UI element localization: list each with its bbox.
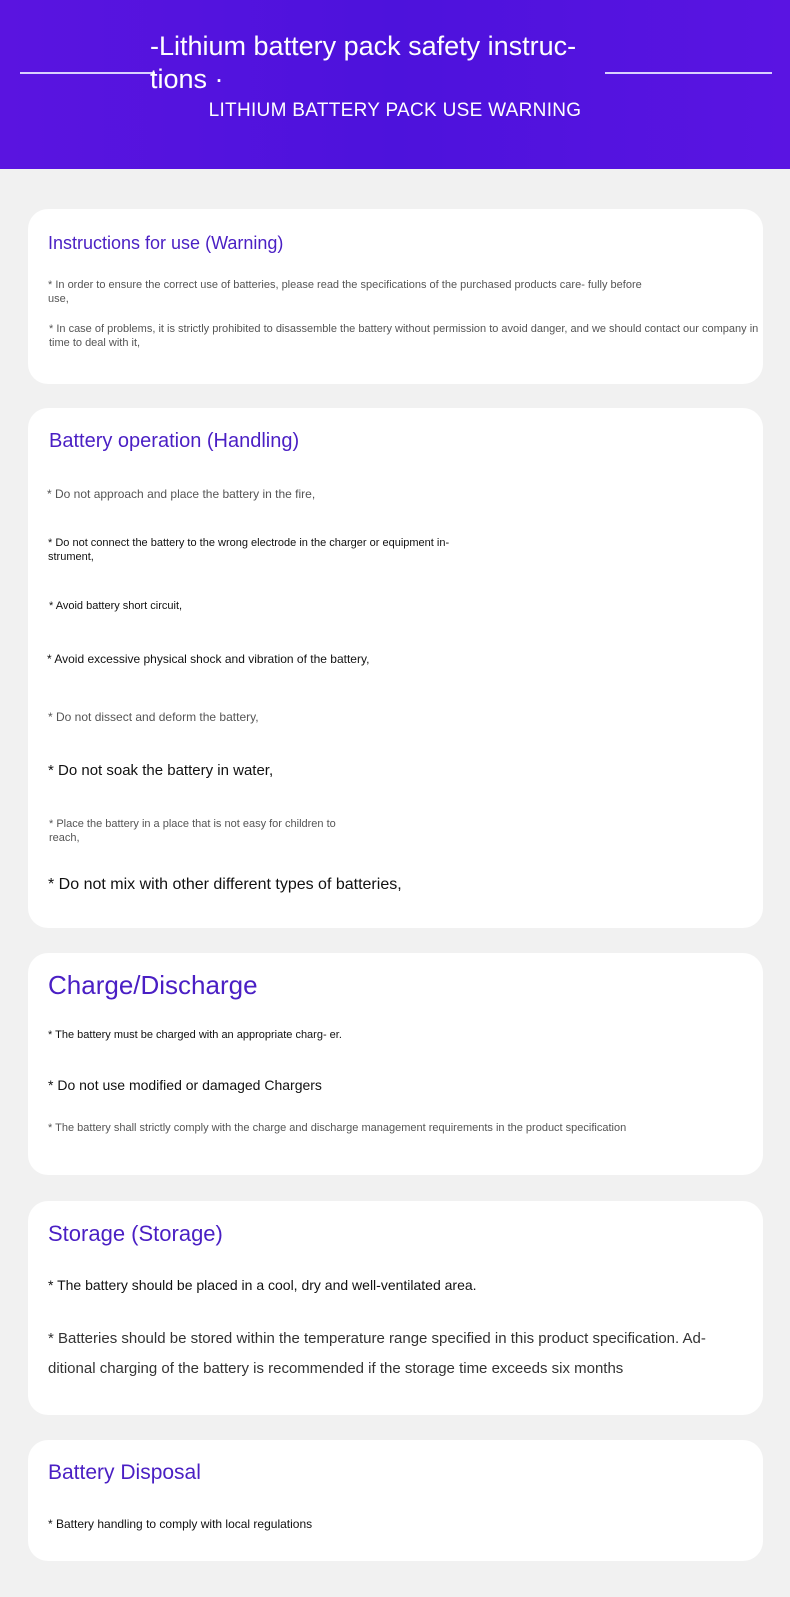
section-title: Battery operation (Handling) <box>49 430 300 452</box>
section-title: Instructions for use (Warning) <box>48 233 284 253</box>
section-title: Charge/Discharge <box>48 970 258 1000</box>
header-rule-left <box>20 72 155 74</box>
list-item: * The battery shall strictly comply with the charge and discharge management requirements in the product specification <box>48 1122 627 1134</box>
list-item: * Place the battery in a place that is not easy for children to reach, <box>49 818 336 844</box>
list-item: * Do not soak the battery in water, <box>48 762 274 779</box>
section-title: Storage (Storage) <box>48 1221 223 1246</box>
list-item: * Do not mix with other different types of batteries, <box>48 876 402 893</box>
section-disposal <box>28 1440 763 1561</box>
header-rule-right <box>605 72 772 74</box>
list-item: * Battery handling to comply with local regulations <box>48 1517 313 1531</box>
page-title: -Lithium battery pack safety instruc- tions · <box>150 31 577 94</box>
section-warning <box>28 209 763 384</box>
list-item: * Avoid battery short circuit, <box>49 600 183 612</box>
list-item: * Do not connect the battery to the wrong electrode in the charger or equipment in- strument, <box>48 537 450 563</box>
section-storage <box>28 1201 763 1415</box>
list-item: * In order to ensure the correct use of batteries, please read the specifications of the purchased products care- fully before use, <box>48 279 642 305</box>
list-item: * Batteries should be stored within the temperature range specified in this product specification. Ad- ditional charging of the battery is recommended if the storage time exceeds six months <box>48 1330 706 1377</box>
list-item: * Do not approach and place the battery in the fire, <box>47 487 316 501</box>
list-item: * The battery should be placed in a cool, dry and well-ventilated area. <box>48 1277 477 1293</box>
page-subtitle: LITHIUM BATTERY PACK USE WARNING <box>208 100 582 121</box>
list-item: * In case of problems, it is strictly prohibited to disassemble the battery without permission to avoid danger, and we should contact our company in time to deal with it, <box>49 323 759 349</box>
header-banner <box>0 0 790 169</box>
section-charge <box>28 953 763 1175</box>
section-handling <box>28 408 763 928</box>
list-item: * Avoid excessive physical shock and vibration of the battery, <box>47 652 370 666</box>
list-item: * Do not dissect and deform the battery, <box>48 710 259 724</box>
list-item: * Do not use modified or damaged Chargers <box>48 1077 322 1093</box>
section-title: Battery Disposal <box>48 1461 201 1484</box>
list-item: * The battery must be charged with an appropriate charg- er. <box>48 1029 342 1041</box>
